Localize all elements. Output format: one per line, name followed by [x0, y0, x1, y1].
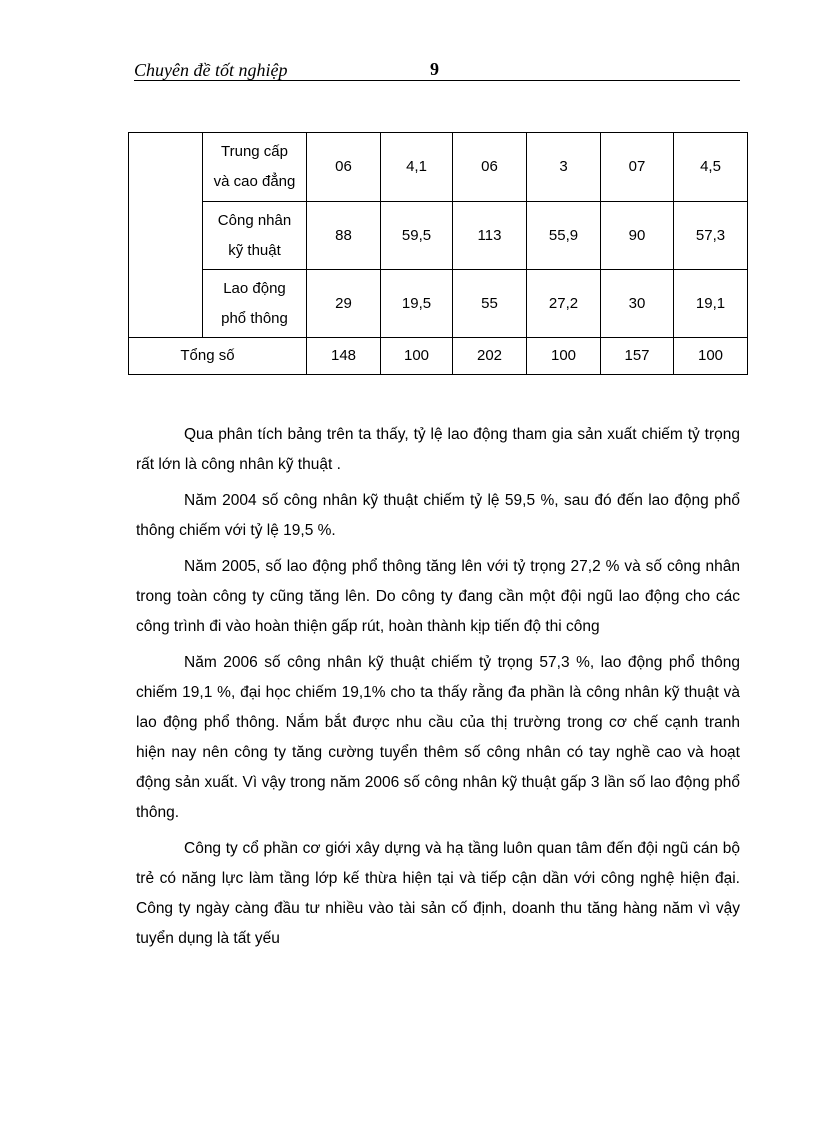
value-cell: 55,9	[527, 202, 601, 270]
value-cell: 3	[527, 133, 601, 202]
page-number: 9	[430, 59, 439, 79]
page-header	[134, 58, 740, 81]
total-label: Tổng số	[129, 338, 307, 375]
value-cell: 4,1	[381, 133, 453, 202]
total-row	[129, 338, 748, 375]
paragraph: Công ty cổ phần cơ giới xây dựng và hạ tầng luôn quan tâm đến đội ngũ cán bộ trẻ có năng lực làm tầng lớp kế thừa hiện tại và tiếp cận dần với công nghệ hiện đại. Công ty ngày càng đầu tư nhiều vào tài sản cố định, doanh thu tăng hàng năm vì vậy tuyển dụng là tất yếu	[136, 840, 740, 947]
value-cell: 90	[601, 202, 674, 270]
value-cell: 06	[307, 133, 381, 202]
total-value: 202	[453, 338, 527, 375]
value-cell: 06	[453, 133, 527, 202]
category-cell: Công nhân kỹ thuật	[203, 202, 307, 270]
value-cell: 59,5	[381, 202, 453, 270]
value-cell: 07	[601, 133, 674, 202]
table-row	[129, 202, 748, 270]
total-value: 100	[381, 338, 453, 375]
value-cell: 30	[601, 270, 674, 338]
labor-structure-table	[128, 132, 748, 375]
value-cell: 88	[307, 202, 381, 270]
total-value: 157	[601, 338, 674, 375]
table-row	[129, 133, 748, 202]
value-cell: 57,3	[674, 202, 748, 270]
group-cell	[129, 133, 203, 338]
value-cell: 113	[453, 202, 527, 270]
value-cell: 19,5	[381, 270, 453, 338]
value-cell: 29	[307, 270, 381, 338]
value-cell: 27,2	[527, 270, 601, 338]
paragraph: Năm 2005, số lao động phổ thông tăng lên với tỷ trọng 27,2 % và số công nhân trong toàn công ty cũng tăng lên. Do công ty đang cần một đội ngũ lao động cho các công trình đi vào hoàn thiện gấp rút, hoàn thành kịp tiến độ thi công	[136, 558, 740, 635]
document-title: Chuyên đề tốt nghiệp	[134, 60, 288, 80]
total-value: 100	[527, 338, 601, 375]
category-cell: Trung cấp và cao đẳng	[203, 133, 307, 202]
paragraph: Qua phân tích bảng trên ta thấy, tỷ lệ lao động tham gia sản xuất chiếm tỷ trọng rất lớn là công nhân kỹ thuật .	[136, 426, 740, 473]
category-cell: Lao động phổ thông	[203, 270, 307, 338]
paragraph: Năm 2004 số công nhân kỹ thuật chiếm tỷ lệ 59,5 %, sau đó đến lao động phổ thông chiếm với tỷ lệ 19,5 %.	[136, 492, 740, 539]
table-row	[129, 270, 748, 338]
paragraph: Năm 2006 số công nhân kỹ thuật chiếm tỷ trọng 57,3 %, lao động phổ thông chiếm 19,1 %, đại học chiếm 19,1% cho ta thấy rằng đa phần là công nhân kỹ thuật và lao động phổ thông. Nắm bắt được nhu cầu của thị trường trong cơ chế cạnh tranh hiện nay nên công ty tăng cường tuyển thêm số công nhân có tay nghề cao và hoạt động sản xuất. Vì vậy trong năm 2006 số công nhân kỹ thuật gấp 3 lần số lao động phổ thông.	[136, 654, 740, 821]
value-cell: 19,1	[674, 270, 748, 338]
body-text	[136, 420, 740, 960]
value-cell: 55	[453, 270, 527, 338]
total-value: 148	[307, 338, 381, 375]
total-value: 100	[674, 338, 748, 375]
value-cell: 4,5	[674, 133, 748, 202]
